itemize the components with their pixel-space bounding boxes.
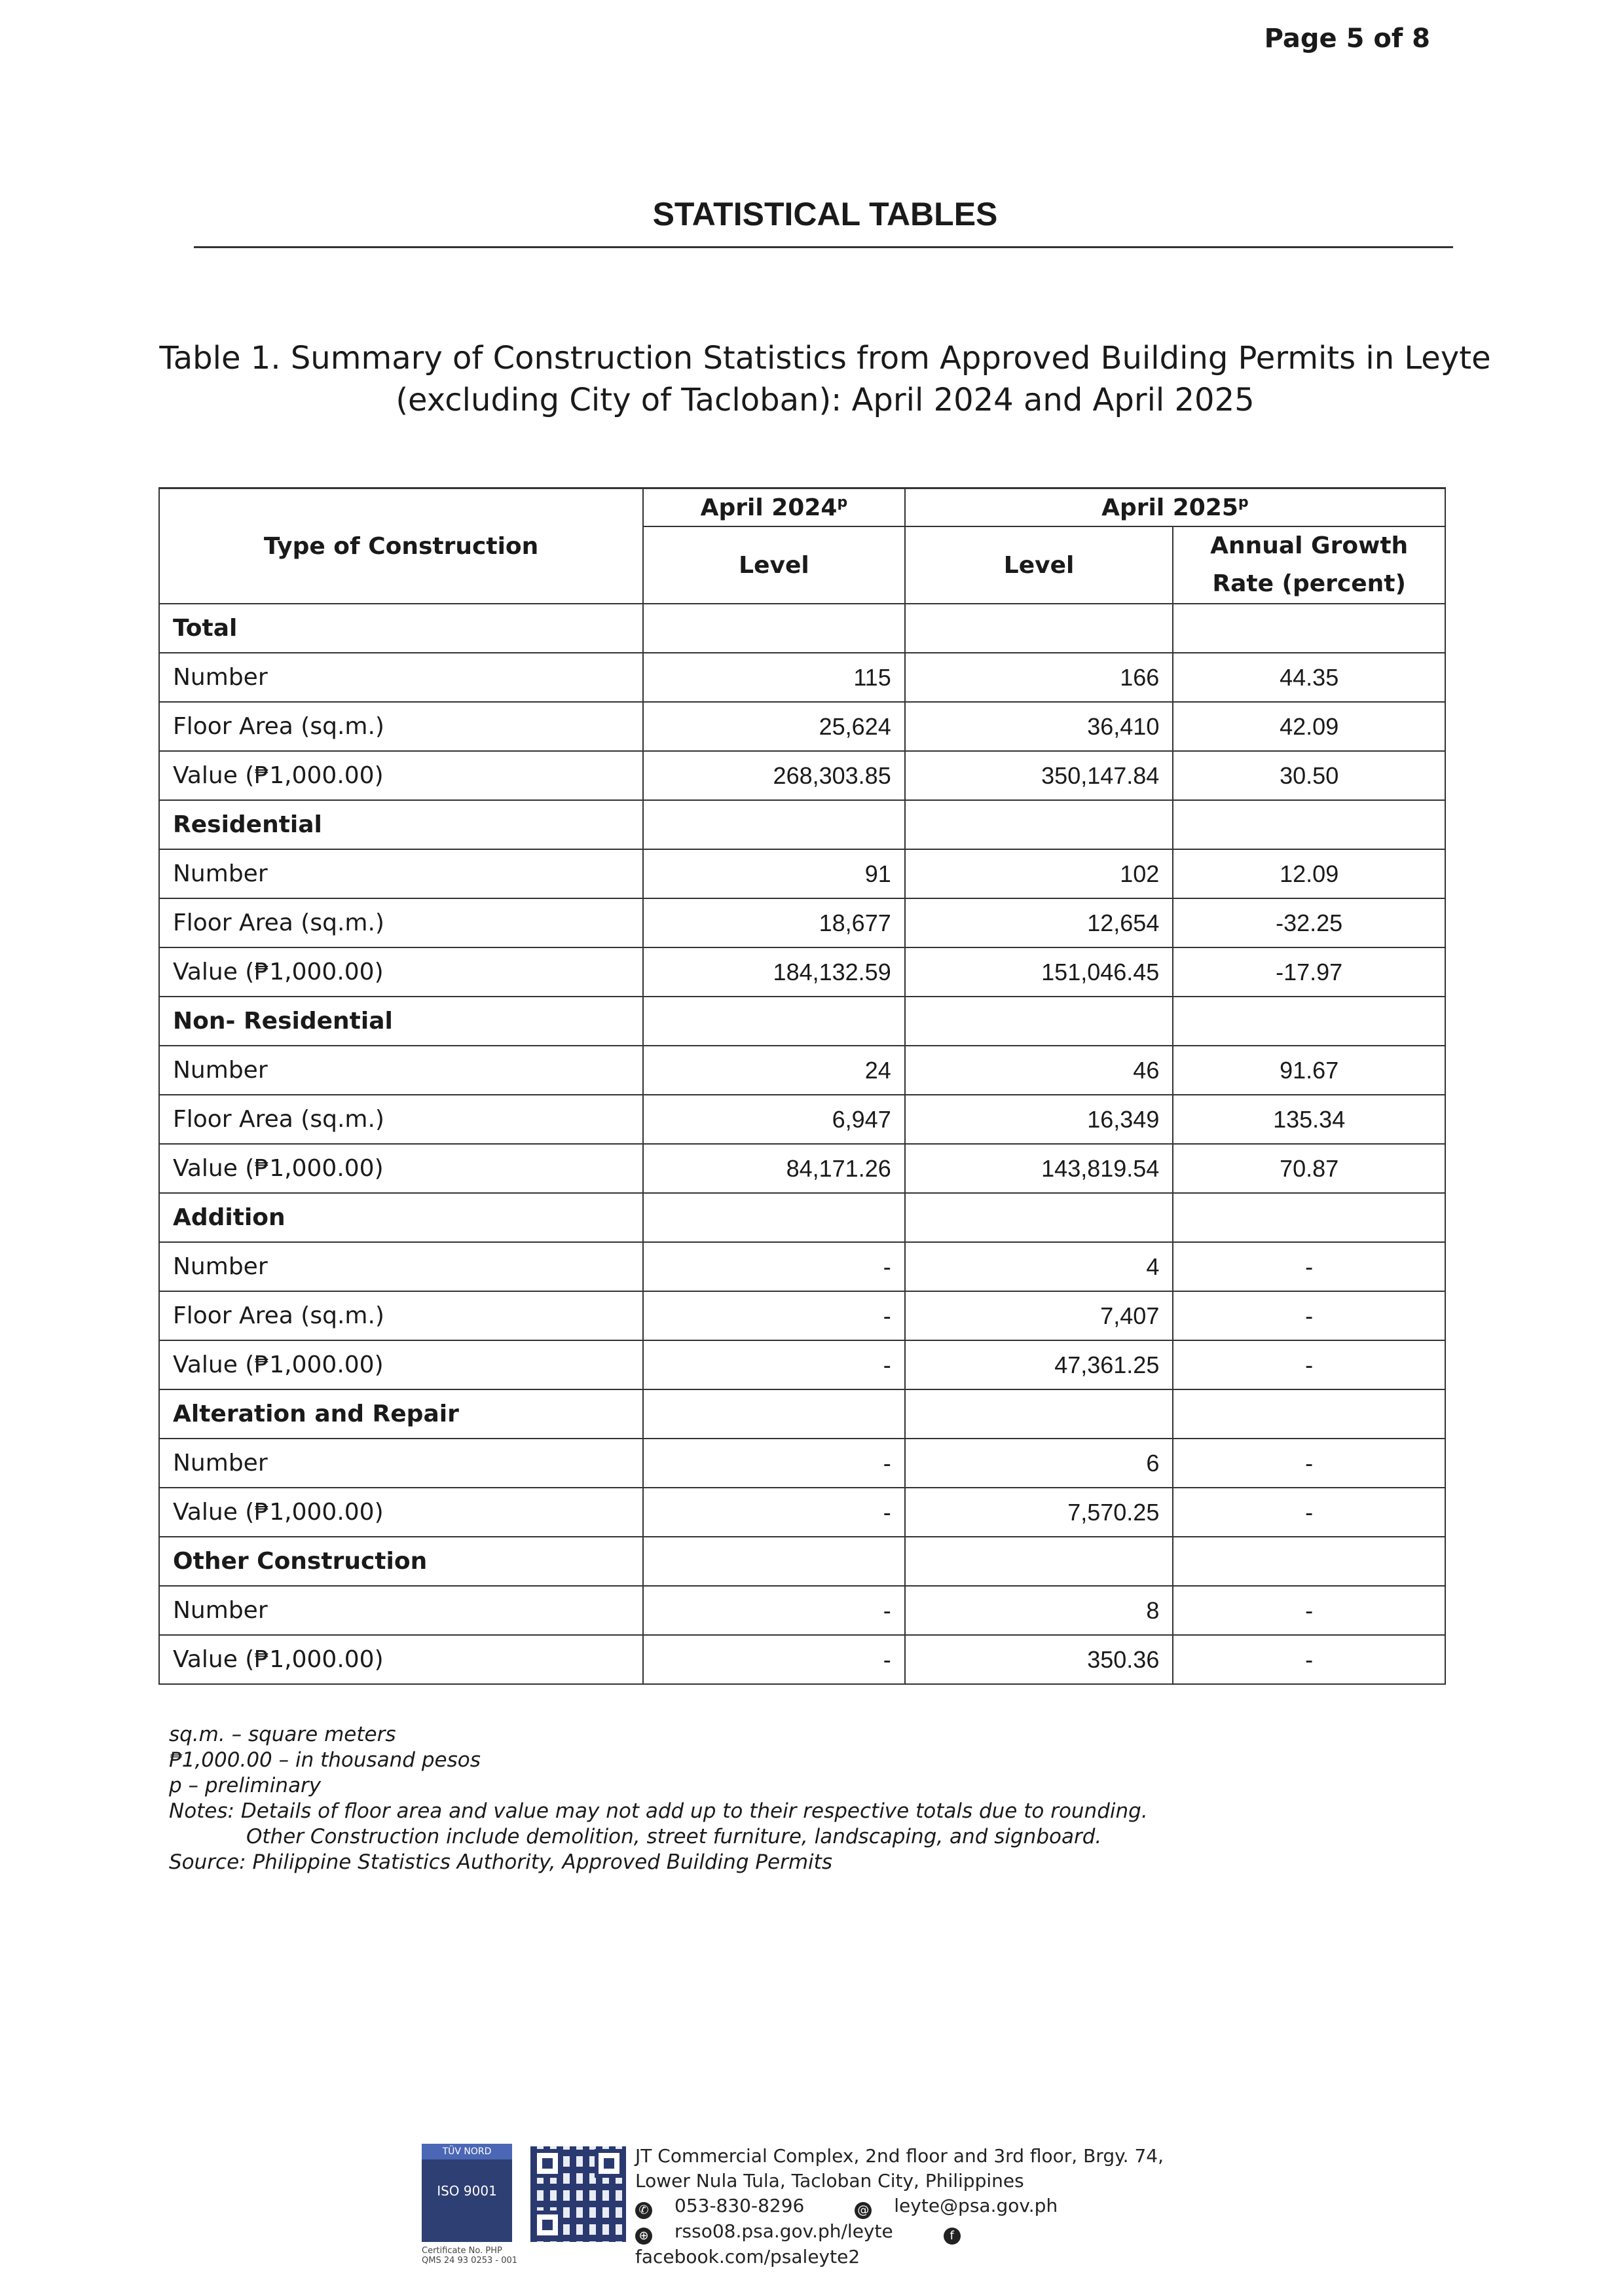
row-label: Floor Area (sq.m.)	[159, 1095, 643, 1144]
table-group-row	[159, 1537, 1445, 1586]
annual-growth-rate: -	[1173, 1242, 1445, 1291]
value-april-2024	[643, 800, 905, 849]
phone-icon: ✆	[635, 2202, 652, 2219]
section-divider	[194, 246, 1453, 248]
row-label: Non- Residential	[159, 997, 643, 1046]
annual-growth-rate: 91.67	[1173, 1046, 1445, 1095]
annual-growth-rate	[1173, 997, 1445, 1046]
annual-growth-rate: -	[1173, 1586, 1445, 1635]
value-april-2025	[905, 1389, 1173, 1439]
table-title-line-2: (excluding City of Tacloban): April 2024 and April 2025	[396, 382, 1255, 418]
header-april-2024: April 2024$^p$	[643, 488, 905, 527]
value-april-2025: 7,407	[905, 1291, 1173, 1340]
value-april-2025: 102	[905, 849, 1173, 898]
table-row	[159, 702, 1445, 751]
value-april-2024: 6,947	[643, 1095, 905, 1144]
row-label: Value (₱1,000.00)	[159, 947, 643, 997]
address-line-2: Lower Nula Tula, Tacloban City, Philippines	[635, 2170, 1024, 2192]
annual-growth-rate: -	[1173, 1439, 1445, 1488]
value-april-2025: 8	[905, 1586, 1173, 1635]
row-label: Value (₱1,000.00)	[159, 1635, 643, 1684]
value-april-2024: -	[643, 1488, 905, 1537]
table-group-row	[159, 997, 1445, 1046]
table-row	[159, 1291, 1445, 1340]
value-april-2024: -	[643, 1242, 905, 1291]
globe-icon: ⊕	[635, 2228, 652, 2245]
value-april-2025: 350.36	[905, 1635, 1173, 1684]
value-april-2025	[905, 1193, 1173, 1242]
row-label: Alteration and Repair	[159, 1389, 643, 1439]
row-label: Other Construction	[159, 1537, 643, 1586]
annual-growth-rate	[1173, 1193, 1445, 1242]
value-april-2025: 4	[905, 1242, 1173, 1291]
badge-iso-label: ISO 9001	[437, 2183, 497, 2199]
value-april-2024: 184,132.59	[643, 947, 905, 997]
value-april-2024: 18,677	[643, 898, 905, 947]
row-label: Residential	[159, 800, 643, 849]
table-row	[159, 898, 1445, 947]
website-link[interactable]: rsso08.psa.gov.ph/leyte	[674, 2220, 893, 2242]
value-april-2024	[643, 997, 905, 1046]
value-april-2025: 143,819.54	[905, 1144, 1173, 1193]
page-number: Page 5 of 8	[1264, 24, 1430, 54]
value-april-2024: 91	[643, 849, 905, 898]
row-label: Floor Area (sq.m.)	[159, 1291, 643, 1340]
section-title: STATISTICAL TABLES	[652, 196, 998, 232]
footnote-sqm: sq.m. – square meters	[169, 1723, 396, 1746]
annual-growth-rate: 70.87	[1173, 1144, 1445, 1193]
value-april-2025	[905, 604, 1173, 653]
construction-statistics-table	[158, 487, 1446, 1685]
value-april-2025: 151,046.45	[905, 947, 1173, 997]
annual-growth-rate: 12.09	[1173, 849, 1445, 898]
value-april-2025	[905, 800, 1173, 849]
certificate-number: Certificate No. PHP QMS 24 93 0253 - 001	[422, 2246, 518, 2266]
table-row	[159, 1586, 1445, 1635]
annual-growth-rate: 42.09	[1173, 702, 1445, 751]
qr-code-icon	[530, 2146, 626, 2242]
annual-growth-rate: 44.35	[1173, 653, 1445, 702]
row-label: Value (₱1,000.00)	[159, 1340, 643, 1389]
value-april-2024: -	[643, 1586, 905, 1635]
footnote-pesos: ₱1,000.00 – in thousand pesos	[169, 1748, 481, 1772]
table-row	[159, 751, 1445, 800]
table-title-line-1: Table 1. Summary of Construction Statistics from Approved Building Permits in Leyte	[159, 340, 1491, 376]
row-label: Total	[159, 604, 643, 653]
table-row	[159, 653, 1445, 702]
annual-growth-rate: -	[1173, 1291, 1445, 1340]
row-label: Number	[159, 1046, 643, 1095]
table-group-row	[159, 800, 1445, 849]
table-footnotes	[169, 1722, 1148, 1875]
row-label: Value (₱1,000.00)	[159, 1488, 643, 1537]
row-label: Floor Area (sq.m.)	[159, 702, 643, 751]
annual-growth-rate: -	[1173, 1488, 1445, 1537]
table-title	[131, 337, 1519, 421]
footnote-other-construction: Other Construction include demolition, street furniture, landscaping, and signboard.	[246, 1825, 1102, 1848]
annual-growth-rate	[1173, 1537, 1445, 1586]
value-april-2025: 350,147.84	[905, 751, 1173, 800]
value-april-2025	[905, 997, 1173, 1046]
header-april-2025: April 2025$^p$	[905, 488, 1445, 527]
value-april-2024	[643, 1193, 905, 1242]
value-april-2024: -	[643, 1340, 905, 1389]
row-label: Value (₱1,000.00)	[159, 751, 643, 800]
page-footer	[419, 2141, 1231, 2266]
table-row	[159, 1046, 1445, 1095]
table-group-row	[159, 1389, 1445, 1439]
value-april-2024	[643, 604, 905, 653]
value-april-2024: 24	[643, 1046, 905, 1095]
value-april-2024: -	[643, 1439, 905, 1488]
row-label: Number	[159, 653, 643, 702]
row-label: Number	[159, 849, 643, 898]
email-icon: @	[855, 2202, 872, 2219]
header-level-2024: Level	[643, 526, 905, 604]
table-row	[159, 947, 1445, 997]
table-row	[159, 849, 1445, 898]
value-april-2025: 6	[905, 1439, 1173, 1488]
phone-number: 053-830-8296	[674, 2195, 805, 2216]
value-april-2024: 115	[643, 653, 905, 702]
row-label: Value (₱1,000.00)	[159, 1144, 643, 1193]
footnote-notes: Notes: Details of floor area and value may not add up to their respective totals due to rounding.	[169, 1799, 1148, 1823]
header-type-of-construction: Type of Construction	[159, 488, 643, 604]
annual-growth-rate: -	[1173, 1635, 1445, 1684]
table-row	[159, 1488, 1445, 1537]
annual-growth-rate	[1173, 800, 1445, 849]
row-label: Number	[159, 1439, 643, 1488]
annual-growth-rate: -	[1173, 1340, 1445, 1389]
value-april-2024	[643, 1537, 905, 1586]
annual-growth-rate: 135.34	[1173, 1095, 1445, 1144]
table-row	[159, 1340, 1445, 1389]
value-april-2024: -	[643, 1291, 905, 1340]
table-group-row	[159, 604, 1445, 653]
footnote-source: Source: Philippine Statistics Authority, Approved Building Permits	[169, 1850, 832, 1874]
value-april-2025	[905, 1537, 1173, 1586]
footnote-preliminary: p – preliminary	[169, 1774, 322, 1797]
row-label: Number	[159, 1242, 643, 1291]
table-row	[159, 1439, 1445, 1488]
annual-growth-rate: -17.97	[1173, 947, 1445, 997]
value-april-2024: 268,303.85	[643, 751, 905, 800]
annual-growth-rate	[1173, 1389, 1445, 1439]
value-april-2024: 25,624	[643, 702, 905, 751]
value-april-2025: 166	[905, 653, 1173, 702]
value-april-2025: 47,361.25	[905, 1340, 1173, 1389]
table-row	[159, 1242, 1445, 1291]
badge-top-label: TÜV NORD	[422, 2144, 512, 2159]
email-address: leyte@psa.gov.ph	[894, 2195, 1058, 2216]
address-line-1: JT Commercial Complex, 2nd floor and 3rd floor, Brgy. 74,	[635, 2145, 1164, 2167]
value-april-2025: 16,349	[905, 1095, 1173, 1144]
facebook-icon: f	[944, 2228, 961, 2245]
value-april-2025: 12,654	[905, 898, 1173, 947]
annual-growth-rate: 30.50	[1173, 751, 1445, 800]
table-row	[159, 1095, 1445, 1144]
row-label: Number	[159, 1586, 643, 1635]
contact-info	[635, 2144, 1231, 2269]
row-label: Addition	[159, 1193, 643, 1242]
facebook-link[interactable]: facebook.com/psaleyte2	[635, 2246, 860, 2267]
table-group-row	[159, 1193, 1445, 1242]
header-annual-growth-rate: Annual Growth Rate (percent)	[1173, 526, 1445, 604]
header-level-2025: Level	[905, 526, 1173, 604]
value-april-2024	[643, 1389, 905, 1439]
annual-growth-rate	[1173, 604, 1445, 653]
iso-certification-badge	[422, 2144, 512, 2242]
annual-growth-rate: -32.25	[1173, 898, 1445, 947]
table-body	[159, 604, 1445, 1684]
table-row	[159, 1144, 1445, 1193]
table-row	[159, 1635, 1445, 1684]
value-april-2025: 36,410	[905, 702, 1173, 751]
value-april-2025: 46	[905, 1046, 1173, 1095]
row-label: Floor Area (sq.m.)	[159, 898, 643, 947]
value-april-2025: 7,570.25	[905, 1488, 1173, 1537]
value-april-2024: -	[643, 1635, 905, 1684]
value-april-2024: 84,171.26	[643, 1144, 905, 1193]
